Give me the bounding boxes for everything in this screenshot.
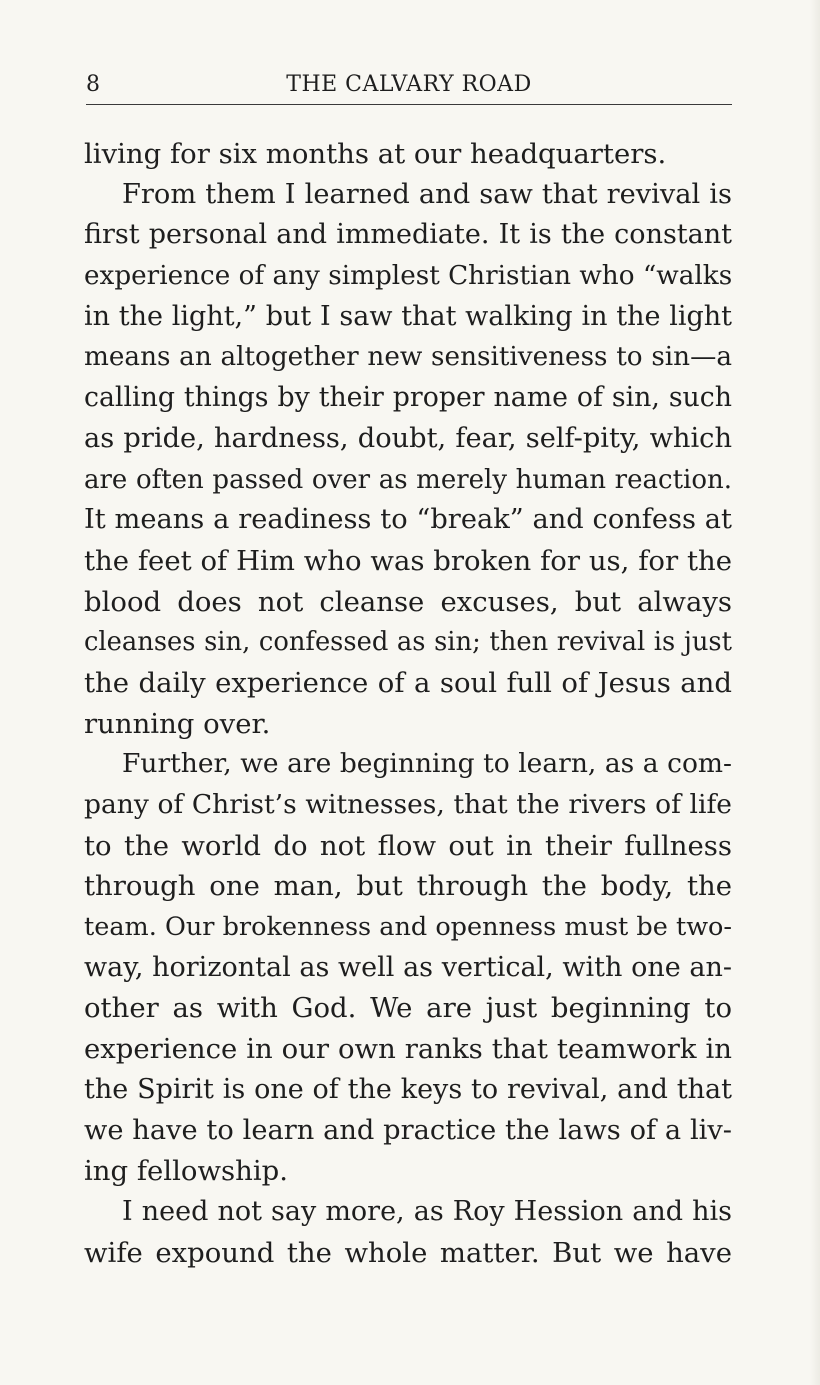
text-line: other as with God. We are just beginning to [84,992,732,1025]
body-text [84,134,732,1273]
text-line: team. Our brokenness and openness must be two- [84,912,732,943]
text-line: wife expound the whole matter. But we have [84,1236,732,1269]
text-line: running over. [84,707,271,740]
text-line: means an altogether new sensitiveness to sin—a [84,342,732,373]
text-line: we have to learn and practice the laws of a liv- [84,1114,732,1146]
text-line: living for six months at our headquarters. [84,138,667,170]
text-line: way, horizontal as well as vertical, with one an- [84,951,732,983]
text-line: experience in our own ranks that teamwork in [84,1033,732,1066]
text-line: Further, we are beginning to learn, as a com- [122,748,732,780]
text-line: as pride, hardness, doubt, fear, self-pity, which [84,422,732,454]
text-line: From them I learned and saw that revival is [122,178,732,210]
book-title: THE CALVARY ROAD [286,72,532,97]
text-line: to the world do not flow out in their fullness [84,829,732,862]
text-line: experience of any simplest Christian who “walks [84,261,733,292]
text-line: ing fellowship. [84,1155,288,1188]
text-line: the daily experience of a soul full of Jesus and [84,666,732,699]
text-line: through one man, but through the body, the [84,870,732,903]
text-line: the feet of Him who was broken for us, for the [84,544,732,577]
text-line: are often passed over as merely human reaction. [84,464,732,495]
page-edge-shadow [810,0,820,1385]
running-head [86,68,732,105]
text-line: It means a readiness to “break” and confess at [84,504,732,536]
text-line: blood does not cleanse excuses, but always [84,585,732,618]
text-line: in the light,” but I saw that walking in the light [84,300,732,332]
text-line: calling things by their proper name of sin, such [84,382,732,414]
text-line: I need not say more, as Roy Hession and his [122,1195,732,1227]
page-number: 8 [86,72,100,97]
text-line: cleanses sin, confessed as sin; then revival is just [84,627,732,658]
text-line: first personal and immediate. It is the constant [84,219,732,251]
text-line: the Spirit is one of the keys to revival, and that [84,1073,732,1105]
text-line: pany of Christ’s witnesses, that the rivers of life [84,789,732,820]
